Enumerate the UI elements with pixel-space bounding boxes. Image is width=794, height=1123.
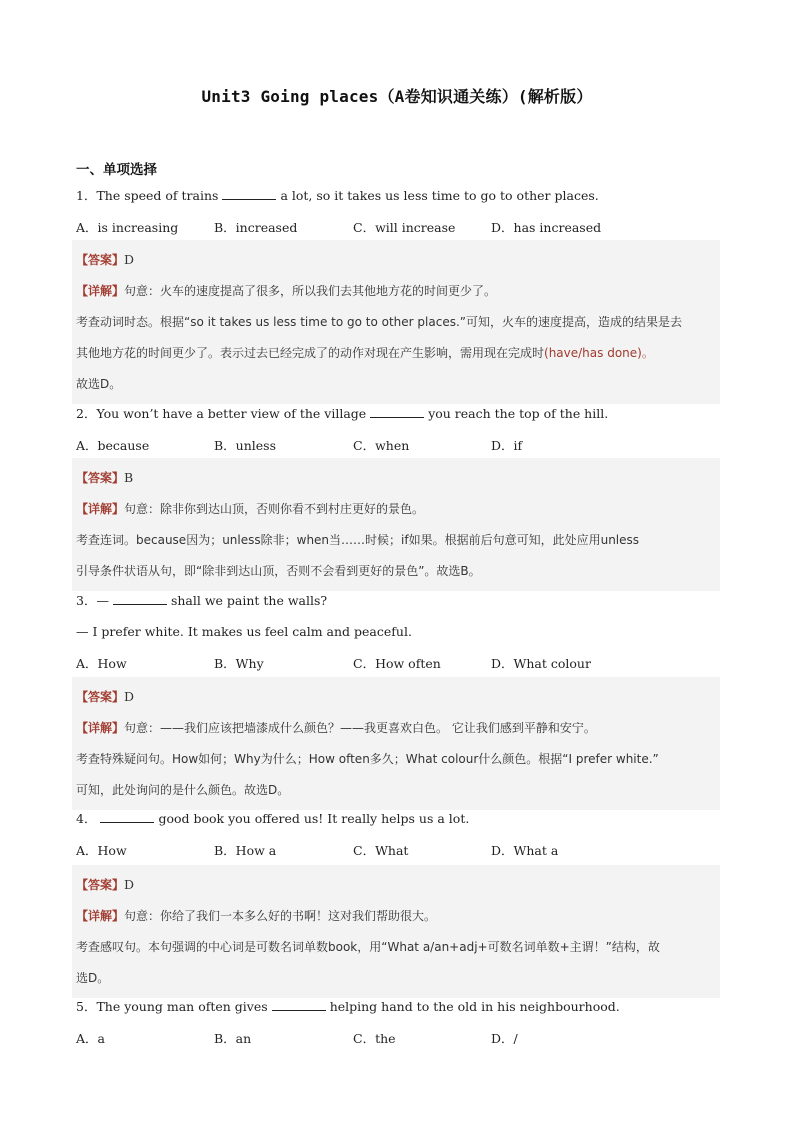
section-title: 一、单项选择 — [76, 162, 157, 178]
option-a: A．a — [76, 1031, 105, 1046]
option-b: B．Why — [214, 656, 264, 671]
answer-value: B — [124, 470, 134, 485]
option-a: A．because — [76, 438, 150, 453]
answer-blank — [222, 187, 276, 200]
options-2 — [76, 436, 726, 456]
option-c: C．when — [353, 438, 410, 453]
answer-block-3: 【答案】D 【详解】句意：——我们应该把墙漆成什么颜色？——我更喜欢白色。 它让我们感到平静和安宁。 考查特殊疑问句。How如何；Why为什么；How often多久；What colour什么颜色。根据“I prefer white.” 可知，此处询问的是什么颜色。故选D。 — [72, 677, 720, 810]
option-b: B．unless — [214, 438, 277, 453]
answer-block-4: 【答案】D 【详解】句意：你给了我们一本多么好的书啊！这对我们帮助很大。 考查感叹句。本句强调的中心词是可数名词单数book，用“What a/an+adj+可数名词单数+主谓！”结构，故 选D。 — [72, 865, 720, 998]
question-5: 5．The young man often gives helping hand to the old in his neighbourhood. — [76, 999, 620, 1014]
options-4 — [76, 841, 726, 861]
option-a: A．is increasing — [76, 220, 179, 235]
option-b: B．increased — [214, 220, 298, 235]
options-5 — [76, 1029, 726, 1049]
answer-value: D — [124, 252, 135, 267]
option-c: C．the — [353, 1031, 396, 1046]
answer-block-2: 【答案】B 【详解】句意：除非你到达山顶，否则你看不到村庄更好的景色。 考查连词。because因为；unless除非；when当……时候；if如果。根据前后句意可知，此处应用unless 引导条件状语从句，即“除非到达山顶，否则不会看到更好的景色”。故选B。 — [72, 458, 720, 591]
question-3-line-2: — I prefer white. It makes us feel calm and peaceful. — [76, 624, 412, 639]
answer-blank — [113, 592, 167, 605]
option-d: D．What colour — [491, 656, 591, 671]
option-b: B．an — [214, 1031, 252, 1046]
option-c: C．will increase — [353, 220, 456, 235]
page-title: Unit3 Going places（A卷知识通关练）(解析版） — [201, 87, 593, 106]
option-c: C．How often — [353, 656, 441, 671]
answer-block-1: 【答案】D 【详解】句意：火车的速度提高了很多，所以我们去其他地方花的时间更少了。 考查动词时态。根据“so it takes us less time to go to other places.”可知，火车的速度提高，造成的结果是去 其他地方花的时间更少了。表示过去已经完成了的动作对现在产生影响，需用现在完成时(have/has done)。 故选D。 — [72, 240, 720, 404]
option-c: C．What — [353, 843, 409, 858]
question-2: 2．You won’t have a better view of the village you reach the top of the hill. — [76, 406, 609, 421]
question-1: 1．The speed of trains a lot, so it takes us less time to go to other places. — [76, 188, 599, 203]
answer-blank — [370, 405, 424, 418]
option-d: D．What a — [491, 843, 559, 858]
question-3: 3．— shall we paint the walls? — [76, 593, 328, 608]
option-d: D．if — [491, 438, 523, 453]
option-a: A．How — [76, 656, 127, 671]
option-b: B．How a — [214, 843, 277, 858]
question-4: 4． good book you offered us! It really helps us a lot. — [76, 811, 470, 826]
options-1 — [76, 218, 726, 238]
option-d: D．/ — [491, 1031, 518, 1046]
options-3 — [76, 654, 726, 674]
option-a: A．How — [76, 843, 127, 858]
option-d: D．has increased — [491, 220, 602, 235]
answer-blank — [100, 810, 154, 823]
answer-blank — [272, 998, 326, 1011]
answer-value: D — [124, 877, 135, 892]
answer-value: D — [124, 689, 135, 704]
